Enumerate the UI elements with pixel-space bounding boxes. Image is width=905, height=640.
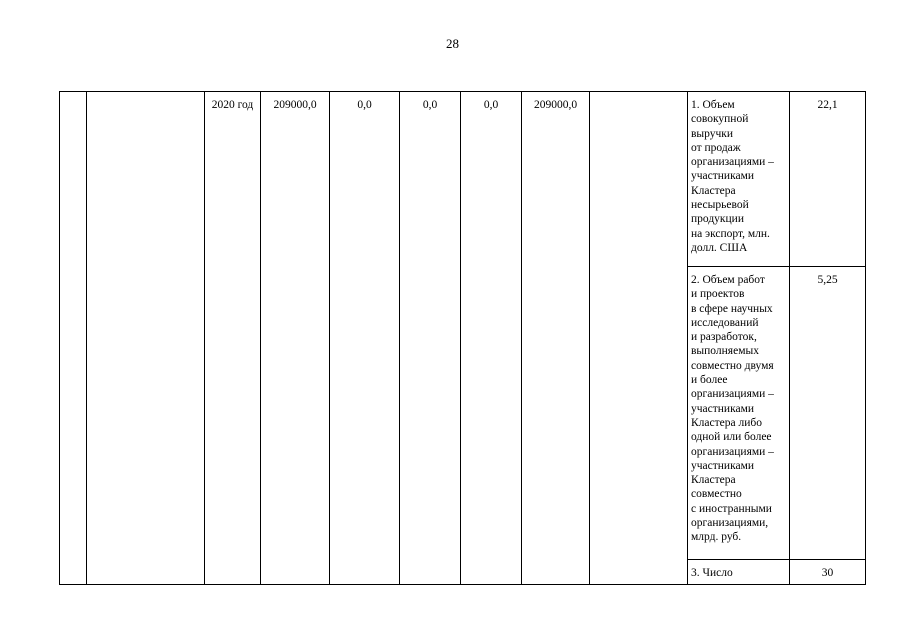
indicator-text-line: и разработок, xyxy=(691,331,757,344)
indicator-text-line: выполняемых xyxy=(691,345,759,358)
source-cell-4: 209000,0 xyxy=(522,92,590,585)
indicator-text-line: 2. Объем работ xyxy=(691,274,765,286)
indicator-text-line: совместно двумя xyxy=(691,359,774,372)
table-row xyxy=(60,92,866,267)
indicator-text-line: исследований xyxy=(691,316,759,329)
indicator-text-line: Кластера либо xyxy=(691,416,762,429)
indicator-value: 30 xyxy=(790,560,866,585)
indicator-text-line: долл. США xyxy=(691,241,748,254)
indicator-description xyxy=(688,267,790,560)
indicator-description xyxy=(688,92,790,267)
indicator-text-line: 3. Число xyxy=(691,567,733,579)
indicator-text-line: с иностранными xyxy=(691,502,772,515)
empty-cell-name xyxy=(87,92,205,585)
indicator-value: 22,1 xyxy=(790,92,866,267)
indicator-text-line: от продаж xyxy=(691,141,741,154)
indicator-text-line: в сфере научных xyxy=(691,302,773,315)
indicator-text-line: участниками xyxy=(691,170,755,183)
indicator-text-line: участниками xyxy=(691,402,755,415)
source-cell-1: 0,0 xyxy=(330,92,400,585)
indicator-text-line: Кластера xyxy=(691,474,736,487)
empty-cell-number xyxy=(60,92,87,585)
indicator-text-line: на экспорт, млн. xyxy=(691,227,770,240)
period-cell: 2020 год xyxy=(205,92,261,585)
indicator-text-line: и более xyxy=(691,374,728,387)
indicator-text-line: совокупной xyxy=(691,113,749,126)
indicator-text-line: одной или более xyxy=(691,431,772,444)
indicator-value: 5,25 xyxy=(790,267,866,560)
program-table xyxy=(59,91,866,585)
indicator-text-line: участниками xyxy=(691,459,755,472)
page-number: 28 xyxy=(446,36,459,51)
indicator-text-line: 1. Объем xyxy=(691,99,735,111)
indicator-description xyxy=(688,560,790,585)
indicator-text-line: организациями – xyxy=(691,388,774,401)
indicator-text-line: и проектов xyxy=(691,288,745,301)
indicator-text-line: совместно xyxy=(691,488,742,501)
empty-cell-executor xyxy=(590,92,688,585)
indicator-text-line: организациями – xyxy=(691,445,774,458)
indicator-text-line: организациями, xyxy=(691,517,769,530)
indicator-text-line: млрд. руб. xyxy=(691,531,742,544)
total-cell: 209000,0 xyxy=(261,92,330,585)
indicator-text-line: несырьевой xyxy=(691,199,749,212)
source-cell-3: 0,0 xyxy=(461,92,522,585)
indicator-text-line: продукции xyxy=(691,213,744,226)
indicator-text-line: организациями – xyxy=(691,156,774,169)
indicator-text-line: Кластера xyxy=(691,184,736,197)
indicator-text-line: выручки xyxy=(691,127,734,140)
source-cell-2: 0,0 xyxy=(400,92,461,585)
